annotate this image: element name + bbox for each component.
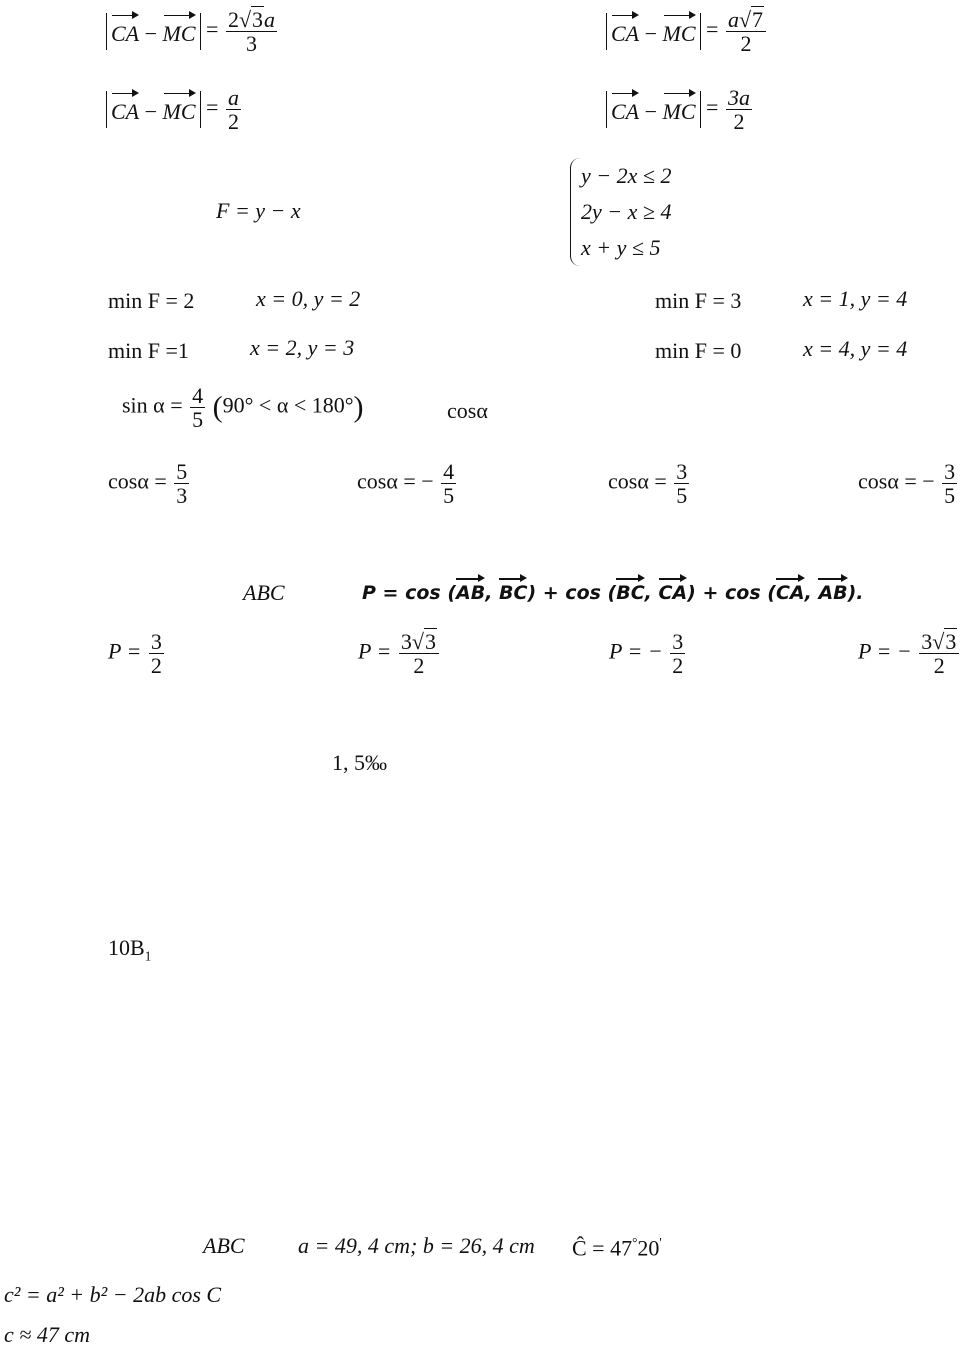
option-row1-a: CA − MC = $\frac{2√3a}{3}$: [106, 8, 279, 55]
constraint-system: [570, 158, 671, 266]
constraint-2: 2y − x ≥ 4: [581, 199, 672, 224]
constraint-1: y − 2x ≤ 2: [581, 163, 672, 188]
permille-value: 1, 5‰: [332, 750, 387, 775]
p-expression: P = cos (AB, BC) + cos (BC, CA) + cos (CA, AB).: [362, 576, 864, 604]
angle-c: Ĉ = 47°20': [572, 1235, 662, 1261]
option-row2-b: CA − MC = $\frac{3a}{2}$: [606, 86, 754, 133]
min-point-2: x = 1, y = 4: [803, 286, 908, 311]
result-c: c ≈ 47 cm: [4, 1322, 90, 1347]
p-option-1: P = $\frac{3}{2}$: [108, 629, 162, 679]
min-option-4: min F = 0: [655, 338, 742, 363]
cell-reference: $10B_1$: [108, 935, 152, 964]
min-option-3: min F =1: [108, 338, 189, 363]
option-row2-a: CA − MC = $\frac{a}{2}$: [106, 86, 243, 133]
min-point-1: x = 0, y = 2: [256, 286, 361, 311]
cos-option-3: cosα = $\frac{3}{5}$: [608, 459, 688, 509]
question-cos: cosα: [447, 398, 488, 423]
objective-function: F = y − x: [216, 198, 301, 223]
last-triangle-label: ABC: [203, 1233, 245, 1258]
min-option-1: min F = 2: [108, 288, 195, 313]
cos-option-2: cosα = − $\frac{4}{5}$: [357, 459, 455, 509]
cos-option-4: cosα = − $\frac{3}{5}$: [858, 459, 956, 509]
min-point-4: x = 4, y = 4: [803, 336, 908, 361]
p-option-4: P = − $\frac{3√3}{2}$: [858, 630, 961, 677]
min-point-3: x = 2, y = 3: [250, 335, 355, 360]
cos-option-1: cosα = $\frac{5}{3}$: [108, 459, 188, 509]
sin-given: sin α = $\frac{4}{5}$ (90° < α < 180°): [122, 383, 364, 433]
p-option-2: P = $\frac{3√3}{2}$: [358, 630, 441, 677]
law-of-cosines: c² = a² + b² − 2ab cos C: [4, 1282, 222, 1307]
option-row1-b: CA − MC = $\frac{a√7}{2}$: [606, 8, 768, 55]
p-option-3: P = − $\frac{3}{2}$: [609, 629, 684, 679]
triangle-label: ABC: [243, 580, 285, 605]
min-option-2: min F = 3: [655, 288, 742, 313]
constraint-3: x + y ≤ 5: [581, 235, 661, 260]
triangle-sides: a = 49, 4 cm; b = 26, 4 cm: [298, 1233, 535, 1258]
